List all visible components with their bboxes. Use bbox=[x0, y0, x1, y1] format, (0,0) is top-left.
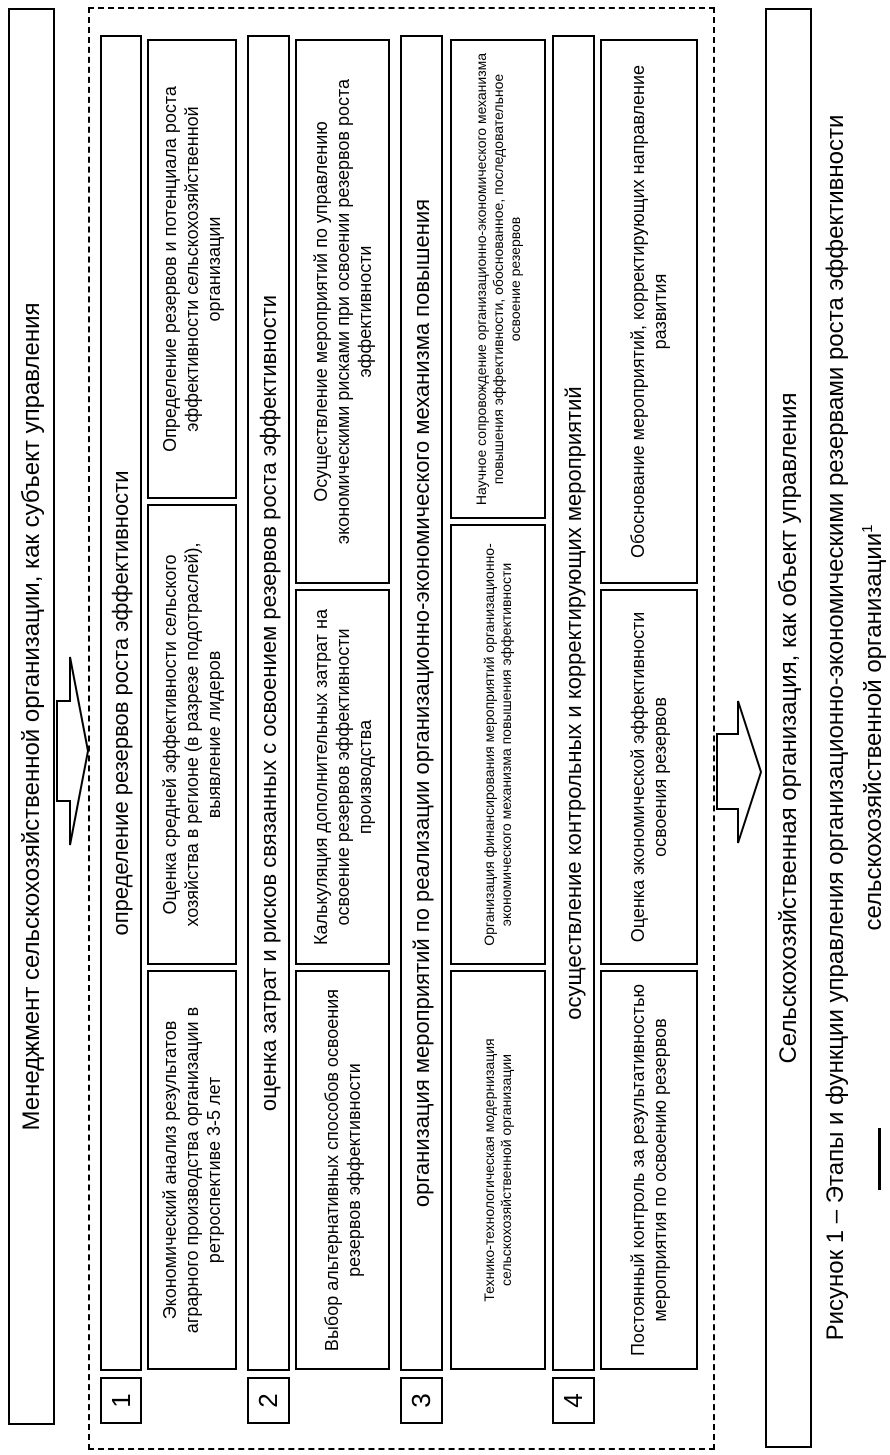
down-arrow-icon bbox=[716, 699, 763, 845]
stage-4-box-1: Постоянный контроль за результативностью мероприятия по освоению резервов bbox=[600, 970, 698, 1370]
stage-1-box-2: Оценка средней эффективности сельского хозяйства в регионе (в разрезе подотраслей), выявление лидеров bbox=[147, 504, 237, 965]
stage-4-number: 4 bbox=[552, 1377, 595, 1424]
stage-2-number: 2 bbox=[247, 1377, 290, 1424]
stage-2-header: оценка затрат и рисков связанных с освоением резервов роста эффективности bbox=[247, 35, 290, 1371]
stage-1-box-1: Экономический анализ результатов аграрного производства организации в ретроспективе 3-5 лет bbox=[147, 970, 237, 1370]
stage-3-number: 3 bbox=[400, 1377, 443, 1424]
stage-3-box-3: Научное сопровождение организационно-экономического механизма повышения эффективности, обоснованное, последовательное освоение резервов bbox=[450, 39, 546, 519]
stage-4-box-2: Оценка экономической эффективности освоения резервов bbox=[600, 589, 698, 965]
figure-caption-line2-text: сельскохозяйственной организации bbox=[860, 532, 887, 931]
stage-1-header: определение резервов роста эффективности bbox=[100, 35, 142, 1371]
down-arrow-icon bbox=[56, 655, 89, 847]
stage-4-header: осуществление контрольных и корректирующих мероприятий bbox=[552, 35, 595, 1371]
footnote-rule bbox=[878, 1128, 881, 1190]
stage-4-box-3: Обоснование мероприятий, корректирующих направление развития bbox=[600, 39, 698, 584]
stage-3-box-1: Технико-технологическая модернизация сельскохозяйственной организации bbox=[450, 970, 546, 1370]
subject-box: Менеджмент сельскохозяйственной организации, как субъект управления bbox=[8, 8, 55, 1425]
figure-caption bbox=[820, 0, 890, 1455]
object-box: Сельскохозяйственная организация, как объект управления bbox=[765, 8, 812, 1448]
stage-2-box-1: Выбор альтернативных способов освоения резервов эффективности bbox=[295, 970, 390, 1370]
figure-caption-line1: Рисунок 1 – Этапы и функции управления организационно-экономическими резервами роста эффективности bbox=[822, 114, 849, 1341]
stage-2-box-2: Калькуляция дополнительных затрат на освоение резервов эффективности производства bbox=[295, 589, 390, 965]
figure-caption-line2 bbox=[852, 0, 890, 1455]
stage-2-box-3: Осуществление мероприятий по управлению экономическими рисками при освоении резервов роста эффективности bbox=[295, 39, 390, 584]
footnote-marker: 1 bbox=[859, 524, 876, 533]
stage-1-box-3: Определение резервов и потенциала роста эффективности сельскохозяйственной организации bbox=[147, 39, 237, 499]
stage-1-number: 1 bbox=[100, 1377, 142, 1424]
stage-3-header: организация мероприятий по реализации организационно-экономического механизма повышения bbox=[400, 35, 443, 1371]
stage-3-box-2: Организация финансирования мероприятий организационно-экономического механизма повышения эффективности bbox=[450, 524, 546, 965]
